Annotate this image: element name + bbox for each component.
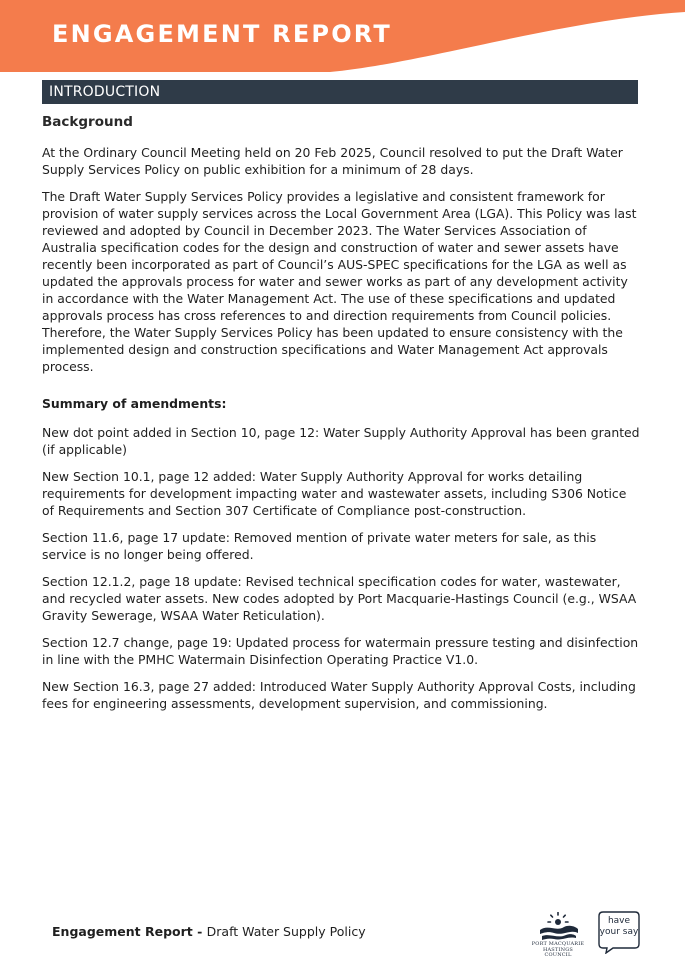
- background-paragraph: The Draft Water Supply Services Policy provides a legislative and consistent framework for provision of water supply services across the Local Government Area (LGA). This Policy was last reviewed and adopted by Council in December 2023. The Water Services Association of Australia specification codes for the design and construction of water and sewer assets have recently been incorporated as part of Council’s AUS-SPEC specifications for the LGA as well as updated the approvals process for water and sewer works as part of any development activity in accordance with the Water Management Act. The use of these specifications and updated approvals process has cross references to and direction requirements from Council policies. Therefore, the Water Supply Services Policy has been updated to ensure consistency with the implemented design and construction specifications and Water Management Act approvals process.: [42, 189, 637, 374]
- header-banner: [0, 0, 685, 75]
- footer-title: [52, 924, 366, 939]
- footer-doc-title: Draft Water Supply Policy: [206, 924, 366, 939]
- amendment-item: New Section 10.1, page 12 added: Water Supply Authority Approval for works detailing requirements for development impacting water and wastewater assets, including S306 Notice of Requirements and Section 307 Certificate of Compliance post-construction.: [42, 469, 627, 518]
- have-your-say-badge: [597, 910, 641, 954]
- section-header-introduction: INTRODUCTION: [42, 80, 638, 104]
- amendment-item: New dot point added in Section 10, page 12: Water Supply Authority Approval has been granted (if applicable): [42, 425, 640, 457]
- page-title: ENGAGEMENT REPORT: [52, 20, 392, 48]
- amendment-item: Section 12.1.2, page 18 update: Revised technical specification codes for water, wastewater, and recycled water assets. New codes adopted by Port Macquarie-Hastings Council (e.g., WSAA Gravity Sewerage, WSAA Water Reticulation).: [42, 574, 637, 623]
- background-heading: Background: [42, 114, 133, 130]
- council-logo: [530, 912, 586, 958]
- amendment-item: New Section 16.3, page 27 added: Introduced Water Supply Authority Approval Costs, including fees for engineering assessments, development supervision, and commissioning.: [42, 679, 636, 711]
- footer-bold-label: Engagement Report -: [52, 924, 207, 939]
- council-logo-text: PORT MACQUARIE HASTINGS COUNCIL: [531, 941, 585, 958]
- amendment-item: Section 12.7 change, page 19: Updated process for watermain pressure testing and disinfection in line with the PMHC Watermain Disinfection Operating Practice V1.0.: [42, 635, 639, 667]
- main-content: [42, 110, 642, 722]
- amendment-item: Section 11.6, page 17 update: Removed mention of private water meters for sale, as this service is no longer being offered.: [42, 530, 597, 562]
- background-paragraph: At the Ordinary Council Meeting held on 20 Feb 2025, Council resolved to put the Draft Water Supply Services Policy on public exhibition for a minimum of 28 days.: [42, 145, 623, 177]
- council-logo-icon: [530, 912, 586, 942]
- have-your-say-text: have your say: [599, 916, 639, 937]
- amendments-heading: Summary of amendments:: [42, 396, 227, 411]
